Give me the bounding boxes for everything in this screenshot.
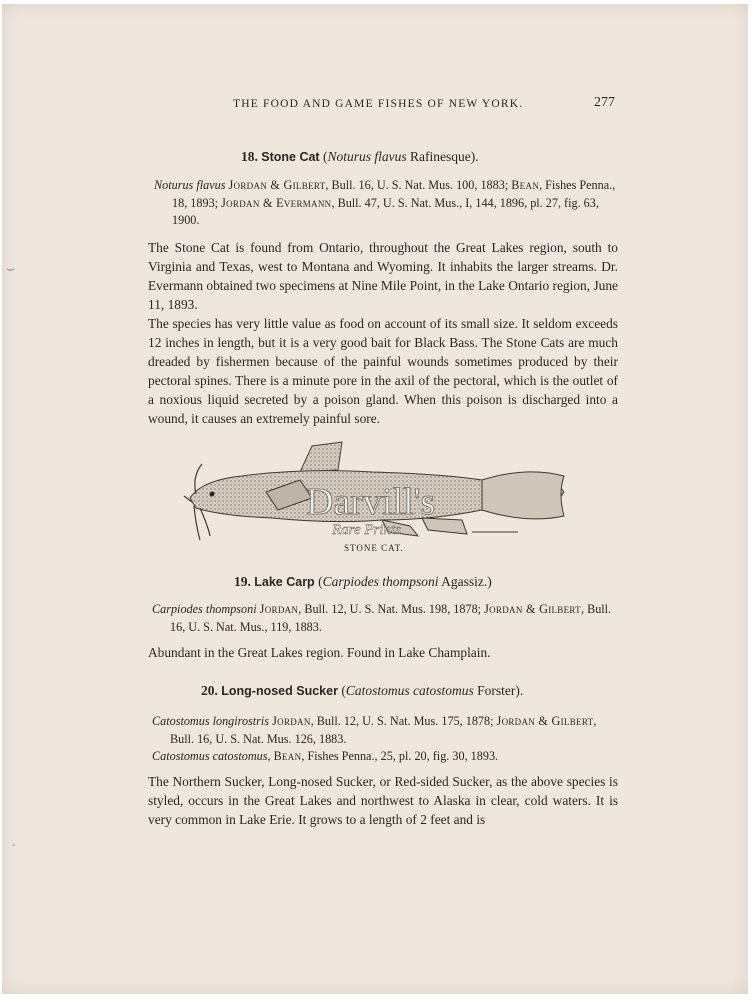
book-page	[2, 4, 748, 994]
body-text-long-nosed-sucker	[148, 772, 618, 829]
section-heading-stone-cat: 18. Stone Cat (Noturus flavus Rafinesque).	[241, 149, 479, 164]
stone-cat-illustration	[182, 436, 567, 556]
paragraph: The Stone Cat is found from Ontario, throughout the Great Lakes region, south to Virginia and Texas, west to Montana and Wyoming. It inhabits the larger streams. Dr. Evermann obtained two specimens at Nine Mile Point, in the Lake Ontario region, June 11, 1893.	[148, 240, 618, 312]
body-text-stone-cat	[148, 238, 618, 428]
figure-caption: STONE CAT.	[344, 543, 404, 553]
body-text-lake-carp	[148, 643, 618, 662]
margin-mark: ⌣	[6, 262, 16, 277]
paragraph: The Northern Sucker, Long-nosed Sucker, or Red-sided Sucker, as the above species is styled, occurs in the Great Lakes and northwest to Alaska in clear, cold waters. It is very common in Lake Erie. It grows to a length of 2 feet and is	[148, 774, 618, 827]
margin-mark: ◦	[12, 840, 16, 851]
synonymy-long-nosed-sucker	[152, 713, 618, 766]
synonymy-entry: Noturus flavus Jordan & Gilbert, Bull. 16, U. S. Nat. Mus. 100, 1883; Bean, Fishes Penna., 18, 1893; Jordan & Evermann, Bull. 47, U. S. Nat. Mus., I, 144, 1896, pl. 27, fig. 63, 1900.	[154, 178, 616, 227]
watermark-text: Darvill's	[306, 481, 436, 523]
running-title: THE FOOD AND GAME FISHES OF NEW YORK.	[233, 98, 524, 110]
synonymy-entry: Carpiodes thompsoni Jordan, Bull. 12, U. S. Nat. Mus. 198, 1878; Jordan & Gilbert, Bull. 16, U. S. Nat. Mus., 119, 1883.	[152, 602, 612, 634]
section-heading-lake-carp: 19. Lake Carp (Carpiodes thompsoni Agassiz.)	[234, 574, 492, 589]
synonymy-entry: Catostomus catostomus, Bean, Fishes Penna., 25, pl. 20, fig. 30, 1893.	[152, 749, 499, 763]
watermark-subtext: Rare Prints	[332, 522, 402, 538]
synonymy-lake-carp	[152, 601, 618, 636]
page-number: 277	[594, 95, 615, 110]
section-heading-long-nosed-sucker: 20. Long-nosed Sucker (Catostomus catostomus Forster).	[201, 683, 524, 698]
synonymy-entry: Catostomus longirostris Jordan, Bull. 12, U. S. Nat. Mus. 175, 1878; Jordan & Gilbert, Bull. 16, U. S. Nat. Mus. 126, 1883.	[152, 714, 597, 746]
synonymy-stone-cat	[154, 177, 616, 230]
paragraph: The species has very little value as food on account of its small size. It seldom exceeds 12 inches in length, but it is a very good bait for Black Bass. The Stone Cats are much dreaded by fishermen because of the painful wounds sometimes produced by their pectoral spines. There is a minute pore in the axil of the pectoral, which is the outlet of a noxious liquid secreted by a poison gland. When this poison is discharged into a wound, it causes an extremely painful sore.	[148, 316, 618, 426]
paragraph: Abundant in the Great Lakes region. Found in Lake Champlain.	[148, 645, 491, 660]
